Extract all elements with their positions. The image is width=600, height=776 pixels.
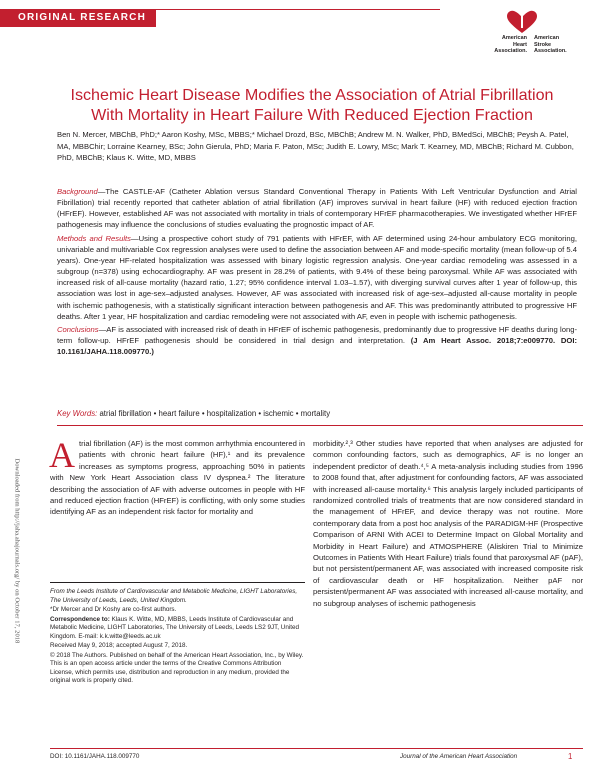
footer-doi[interactable]: DOI: 10.1161/JAHA.118.009770 (50, 753, 140, 760)
footnotes (50, 588, 305, 687)
affiliation: From the Leeds Institute of Cardiovascular and Metabolic Medicine, LIGHT Laboratories, The University of Leeds, Leeds, United Kingdom. (50, 588, 298, 604)
abstract (57, 186, 577, 359)
correspondence-label: Correspondence to: (50, 615, 110, 623)
background-text: —The CASTLE-AF (Catheter Ablation versus Standard Conventional Therapy in Patients With Left Ventricular Dysfunction and Atrial Fibrillation) trial recently reported that catheter ablation of atrial fibrillation (AF) improves survival in heart failure (HF) with reduced ejection fraction (HFrEF). However, established AF was not associated with mortality in trials of contemporary HFrEF pharmacotherapies. We investigated whether HFrEF pathogenesis may influence the conclusions of studies evaluating the prognostic impact of AF. (57, 187, 577, 230)
background-label: Background (57, 187, 98, 196)
intro-continued: morbidity.²,³ Other studies have reported that when analyses are adjusted for common confounding factors, such as demographics, AF is no longer an independent predictor of death.⁴,⁵ A meta-analysis including studies from 1996 to 2008 found that, after adjustment for confounding factors, AF was associated with increased all-cause mortality.⁶ This analysis largely included participants of randomized controlled trials of treatments that are now considered standard in the management of HFrEF, and device therapy was not routine. More contemporary data from a post hoc analysis of the PARADIGM-HF (Prospective Comparison of ARNI With ACEI to Determine Impact on Global Mortality and Morbidity in Heart Failure) and ATMOSPHERE (Aliskiren Trial to Minimize Outcomes in Patients With Heart Failure) trials found that paroxysmal AF (pAF), but not persistent/permanent AF, was associated with increased composite risk of cardiovascular death or HF hospitalization. Neither pAF nor persistent/permanent AF was associated with increased all-cause mortality, and no subgroup analyses of ischemic pathogenesis (313, 439, 583, 608)
citation[interactable]: (J Am Heart Assoc. 2018;7:e009770. DOI: 10.1161/JAHA.118.009770.) (57, 336, 577, 357)
download-sidebar: Downloaded from http://jaha.ahajournals.org/ by on October 17, 2018 (13, 458, 21, 644)
keywords (57, 409, 577, 419)
heart-torch-icon (505, 10, 539, 34)
author-list: Ben N. Mercer, MBChB, PhD;* Aaron Koshy, MSc, MBBS;* Michael Drozd, BSc, MBChB; Andrew M. N. Walker, PhD, BMedSci, MBChB; Peysh A. Patel, MA, MBBChir; Lorraine Kearney, BSc; John Gierula, PhD; Maria F. Paton, MSc; Judith E. Lowry, MSc; Mark T. Kearney, MD, MBChB; Richard M. Cubbon, PhD, MBChB; Klaus K. Witte, MD, MBBS (57, 130, 574, 162)
copyright: © 2018 The Authors. Published on behalf of the American Heart Association, Inc., by Wiley. This is an open access article under the terms of the Creative Commons Attribution License, which permits use, distribution and reproduction in any medium, provided the original work is properly cited. (50, 651, 304, 684)
footer-journal: Journal of the American Heart Association (400, 753, 518, 760)
keywords-text: atrial fibrillation • heart failure • hospitalization • ischemic • mortality (99, 409, 331, 418)
aha-wordmark: American Heart Association. (494, 35, 527, 54)
keywords-label: Key Words: (57, 409, 98, 418)
body-column-left (49, 435, 305, 518)
cofirst-note: *Dr Mercer and Dr Koshy are co-first authors. (50, 606, 177, 613)
abstract-conclusions (57, 324, 577, 357)
methods-label: Methods and Results (57, 233, 131, 243)
footer-rule (50, 748, 583, 749)
asa-wordmark: American Stroke Association. (534, 35, 567, 54)
body-column-right (313, 438, 583, 609)
correspondence (50, 616, 305, 642)
footnote-divider (50, 582, 305, 583)
article-type-badge: ORIGINAL RESEARCH (0, 9, 156, 27)
conclusions-text: —AF is associated with increased risk of death in HFrEF of ischemic pathogenesis, predominantly due to progressive HF deaths during long-term follow-up. HFrEF pathogenesis should be considered in trial design and interpretation. (57, 324, 577, 346)
conclusions-label: Conclusions (57, 324, 99, 334)
aha-asa-logo[interactable] (483, 10, 591, 54)
received-dates: Received May 9, 2018; accepted August 7, 2018. (50, 642, 188, 649)
abstract-background (57, 186, 577, 231)
page-number: 1 (568, 752, 573, 761)
dropcap: A (49, 435, 75, 475)
abstract-divider (57, 425, 583, 426)
article-title: Ischemic Heart Disease Modifies the Association of Atrial Fibrillation With Mortality in Heart Failure With Reduced Ejection Fraction (70, 86, 554, 124)
correspondence-text[interactable]: Klaus K. Witte, MD, MBBS, Leeds Institute of Cardiovascular and Metabolic Medicine, LIGHT Laboratories, The University of Leeds, Leeds LS2 9JT, United Kingdom. E-mail: k.k.witte@leeds.ac.uk (50, 615, 299, 640)
methods-text: —Using a prospective cohort study of 791 patients with HFrEF, with AF determined using 24-hour ambulatory ECG monitoring, univariable and multivariable Cox regression analyses were used to define the association between AF and mode-specific mortality (mean follow-up of 5.4 years). One-year HF-related hospitalization was assessed with binary logistic regression analysis. One-year cardiac remodeling was assessed in a subgroup (n=378) using echocardiography. AF was present in 28.2% of patients, with 9.4% of these being paroxysmal. While AF was associated with increased risk of all-cause mortality (hazard ratio, 1.27; 95% confidence interval 1.03–1.57), with diverging survival curves after 1 year of follow-up, this association was lost in age-sex–adjusted analyses. However, AF was associated with increased risk of age-sex–adjusted all-cause mortality in people with ischemic pathogenesis, with a statistically significant interaction between pathogenesis and AF. This was predominantly attributed to progressive HF deaths. After 1 year, HF hospitalization and cardiac remodeling were not associated with AF, even in people with ischemic pathogenesis. (57, 233, 578, 321)
intro-paragraph: trial fibrillation (AF) is the most common arrhythmia encountered in patients with chronic heart failure (HF),¹ and its prevalence increases as symptoms progress, approaching 50% in patients with New York Heart Association class IV dyspnea.² The literature describing the association of AF with adverse outcomes in people with HF and reduced ejection fraction (HFrEF) is conflicting, with only some studies identifying AF as an independent risk factor for mortality and (50, 439, 305, 517)
abstract-methods (57, 233, 577, 322)
